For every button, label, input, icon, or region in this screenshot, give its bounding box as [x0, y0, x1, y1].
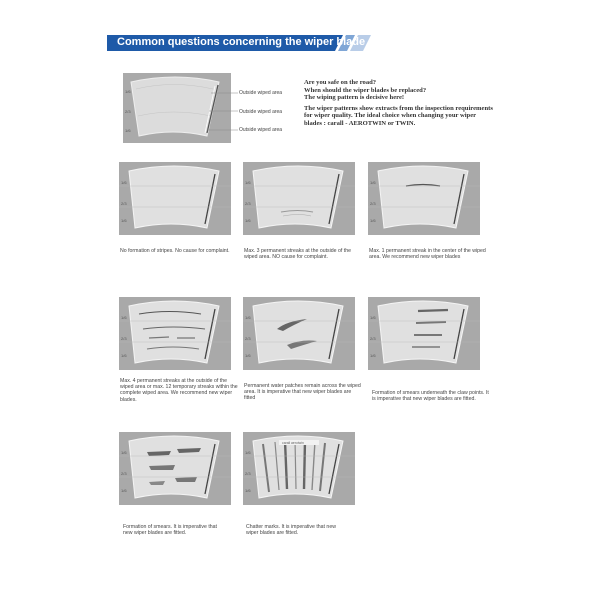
windshield-diagram — [123, 73, 231, 143]
zone-label: 2/3 — [370, 201, 376, 206]
pattern-caption: Formation of smears underneath the claw points. It is imperative that new wiper blades are fitted. — [372, 390, 489, 403]
zone-label: 2/3 — [370, 336, 376, 341]
pattern-panel-4 — [119, 297, 231, 370]
pattern-caption: Max. 1 permanent streak in the center of the wiped area. We recommend new wiper blades — [369, 248, 486, 261]
pattern-panel-5 — [243, 297, 355, 370]
zone-label: 1/6 — [370, 180, 376, 185]
zone-label: 1/6 — [245, 353, 251, 358]
wipe-pattern-image — [368, 297, 480, 370]
wipe-pattern-image — [243, 162, 355, 235]
wipe-pattern-image — [119, 432, 231, 505]
zone-label: 1/6 — [121, 315, 127, 320]
zone-label: 1/6 — [245, 488, 251, 493]
area-label: Outside wiped area — [239, 109, 283, 115]
zone-label: 2/3 — [121, 336, 127, 341]
zone-label: 1/6 — [121, 488, 127, 493]
zone-label: 2/3 — [245, 471, 251, 476]
zone-label: 1/6 — [370, 218, 376, 223]
zone-label: 1/6 — [245, 218, 251, 223]
intro-text — [304, 79, 494, 131]
reference-diagram — [123, 73, 231, 143]
pattern-caption: Max. 3 permanent streaks at the outside of the wiped area. NO cause for complaint. — [244, 248, 351, 261]
zone-label: 2/3 — [245, 336, 251, 341]
pattern-caption: Max. 4 permanent streaks at the outside of the wiped area or max. 12 temporary streaks within the complete wiped area. We recommend new wiper blades. — [120, 378, 238, 403]
zone-label: 2/3 — [121, 471, 127, 476]
pattern-panel-1 — [119, 162, 231, 235]
intro-body: The wiper patterns show extracts from the inspection requirements for wiper quality. The ideal choice when changing your wiper blades : carall - AEROTWIN or TWIN. — [304, 104, 493, 127]
zone-label: 1/6 — [370, 353, 376, 358]
zone-label: 1/6 — [121, 353, 127, 358]
area-label: Outside wiped area — [239, 127, 283, 133]
pattern-caption: Permanent water patches remain across the wiped area. It is imperative that new wiper blades are fitted — [244, 383, 361, 402]
zone-label: 1/6 — [245, 180, 251, 185]
zone-label: 1/6 — [125, 89, 131, 94]
question-line: When should the wiper blades be replaced? — [304, 86, 427, 94]
header-title: Common questions concerning the wiper blade — [117, 36, 366, 48]
zone-label: 2/3 — [121, 201, 127, 206]
pattern-panel-2 — [243, 162, 355, 235]
pattern-caption: Chatter marks. It is imperative that new wiper blades are fitted. — [246, 524, 336, 537]
zone-label: 1/6 — [245, 315, 251, 320]
intro-questions — [304, 79, 494, 102]
zone-label: 2/3 — [245, 201, 251, 206]
blade-label: carall aerotwin — [282, 441, 304, 445]
wipe-pattern-image — [119, 297, 231, 370]
leader-lines — [231, 90, 239, 135]
pattern-panel-8 — [243, 432, 355, 505]
zone-label: 1/6 — [121, 218, 127, 223]
zone-label: 1/6 — [370, 315, 376, 320]
zone-label: 2/3 — [125, 109, 131, 114]
wipe-pattern-image — [243, 432, 355, 505]
section-header — [107, 35, 371, 51]
pattern-panel-7 — [119, 432, 231, 505]
zone-label: 1/6 — [121, 450, 127, 455]
pattern-caption: No formation of stripes. No cause for complaint. — [120, 248, 230, 254]
wipe-pattern-image — [368, 162, 480, 235]
zone-label: 1/6 — [245, 450, 251, 455]
pattern-caption: Formation of smears. It is imperative that new wiper blades are fitted. — [123, 524, 217, 537]
pattern-panel-6 — [368, 297, 480, 370]
wipe-pattern-image — [243, 297, 355, 370]
question-line: The wiping pattern is decisive here! — [304, 94, 405, 102]
pattern-panel-3 — [368, 162, 480, 235]
question-line: Are you safe on the road? — [304, 79, 377, 86]
wipe-pattern-image — [119, 162, 231, 235]
zone-label: 1/6 — [125, 128, 131, 133]
area-label: Outside wiped area — [239, 90, 283, 96]
zone-label: 1/6 — [121, 180, 127, 185]
